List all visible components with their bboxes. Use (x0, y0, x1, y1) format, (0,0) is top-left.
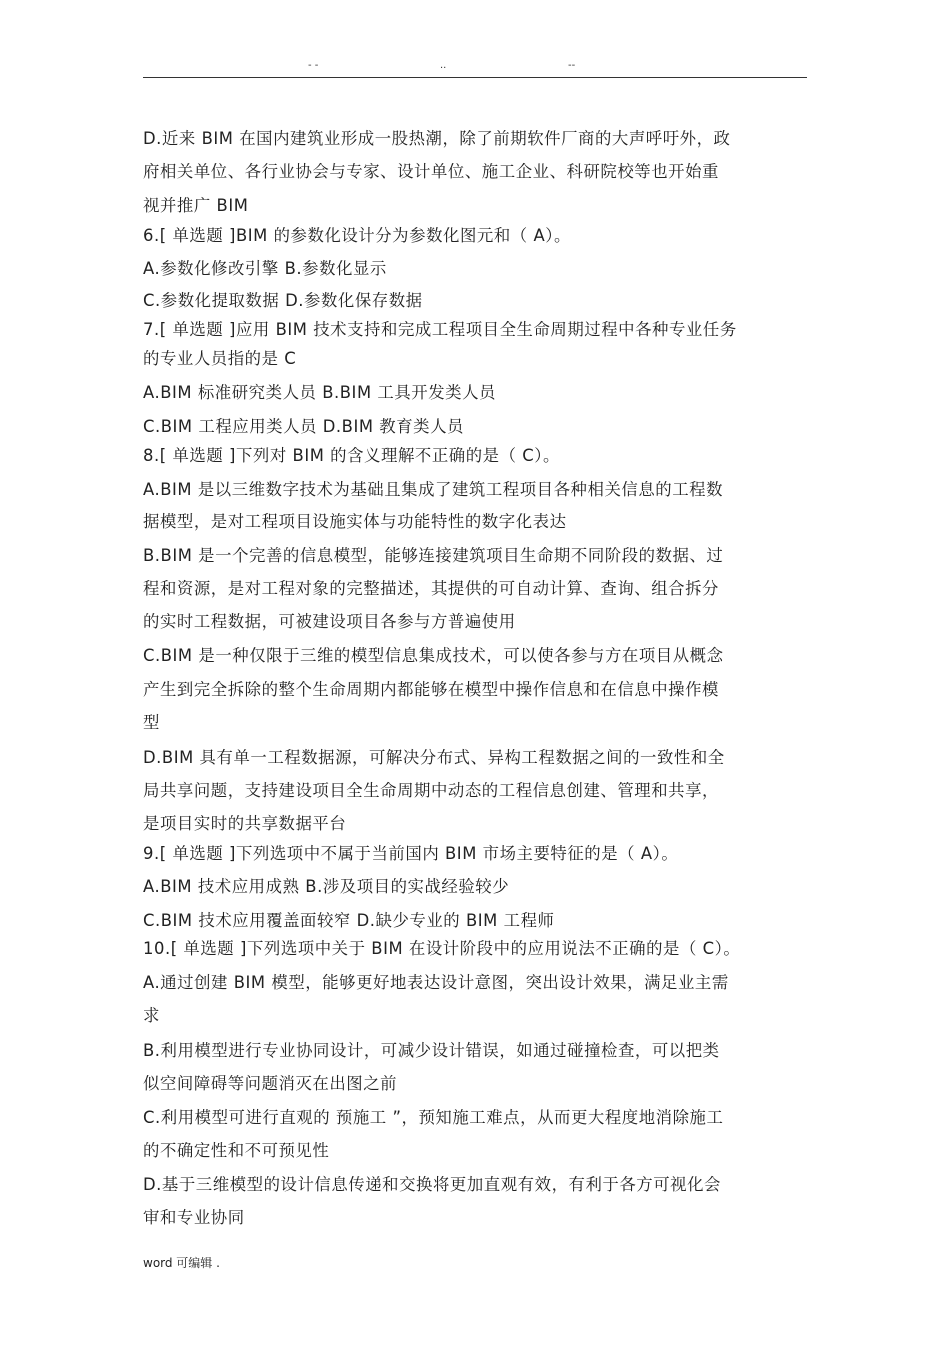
option-line: B.利用模型进行专业协同设计，可减少设计错误，如通过碰撞检查，可以把类 (143, 1041, 720, 1060)
option-line: A.BIM 是以三维数字技术为基础且集成了建筑工程项目各种相关信息的工程数 (143, 480, 724, 499)
header-mark: - - (308, 60, 319, 71)
option-line: A.通过创建 BIM 模型，能够更好地表达设计意图，突出设计效果，满足业主需 (143, 973, 729, 992)
question-10: 10.[ 单选题 ]下列选项中关于 BIM 在设计阶段中的应用说法不正确的是（ C）。 (143, 939, 741, 958)
option-line: C.BIM 工程应用类人员 D.BIM 教育类人员 (143, 417, 464, 436)
option-line: A.BIM 标准研究类人员 B.BIM 工具开发类人员 (143, 383, 496, 402)
text-line: 似空间障碍等问题消灭在出图之前 (143, 1074, 398, 1093)
option-line: D.BIM 具有单一工程数据源，可解决分布式、异构工程数据之间的一致性和全 (143, 748, 725, 767)
question-8: 8.[ 单选题 ]下列对 BIM 的含义理解不正确的是（ C）。 (143, 446, 560, 465)
option-line: C.BIM 技术应用覆盖面较窄 D.缺少专业的 BIM 工程师 (143, 911, 555, 930)
text-line: 审和专业协同 (143, 1208, 245, 1227)
text-line: 型 (143, 713, 160, 732)
header-mark: .. (440, 60, 447, 71)
option-line: D.基于三维模型的设计信息传递和交换将更加直观有效，有利于各方可视化会 (143, 1175, 721, 1194)
text-line: 府相关单位、各行业协会与专家、设计单位、施工企业、科研院校等也开始重 (143, 162, 719, 181)
text-line: 的专业人员指的是 C (143, 349, 297, 368)
option-line: C.参数化提取数据 D.参数化保存数据 (143, 291, 423, 310)
option-line: A.BIM 技术应用成熟 B.涉及项目的实战经验较少 (143, 877, 510, 896)
text-line: 程和资源，是对工程对象的完整描述，其提供的可自动计算、查询、组合拆分 (143, 579, 719, 598)
header-rule (143, 77, 807, 78)
option-line: A.参数化修改引擎 B.参数化显示 (143, 259, 387, 278)
header-mark: -- (568, 60, 576, 71)
text-line: 产生到完全拆除的整个生命周期内都能够在模型中操作信息和在信息中操作模 (143, 680, 719, 699)
text-line: 是项目实时的共享数据平台 (143, 814, 347, 833)
question-6: 6.[ 单选题 ]BIM 的参数化设计分为参数化图元和（ A）。 (143, 226, 571, 245)
text-line: D.近来 BIM 在国内建筑业形成一股热潮，除了前期软件厂商的大声呼吁外，政 (143, 129, 731, 148)
option-line: C.BIM 是一种仅限于三维的模型信息集成技术，可以使各参与方在项目从概念 (143, 646, 724, 665)
text-line: 的实时工程数据，可被建设项目各参与方普遍使用 (143, 612, 516, 631)
footer-note: word 可编辑 . (143, 1256, 220, 1270)
question-9: 9.[ 单选题 ]下列选项中不属于当前国内 BIM 市场主要特征的是（ A）。 (143, 844, 679, 863)
text-line: 视并推广 BIM (143, 196, 249, 215)
text-line: 的不确定性和不可预见性 (143, 1141, 330, 1160)
text-line: 局共享问题，支持建设项目全生命周期中动态的工程信息创建、管理和共享， (143, 781, 719, 800)
option-line: C.利用模型可进行直观的 预施工 ”，预知施工难点，从而更大程度地消除施工 (143, 1108, 724, 1127)
question-7: 7.[ 单选题 ]应用 BIM 技术支持和完成工程项目全生命周期过程中各种专业任务 (143, 320, 737, 339)
text-line: 据模型，是对工程项目设施实体与功能特性的数字化表达 (143, 512, 567, 531)
header-marks (0, 60, 950, 72)
text-line: 求 (143, 1006, 160, 1025)
option-line: B.BIM 是一个完善的信息模型，能够连接建筑项目生命期不同阶段的数据、过 (143, 546, 724, 565)
